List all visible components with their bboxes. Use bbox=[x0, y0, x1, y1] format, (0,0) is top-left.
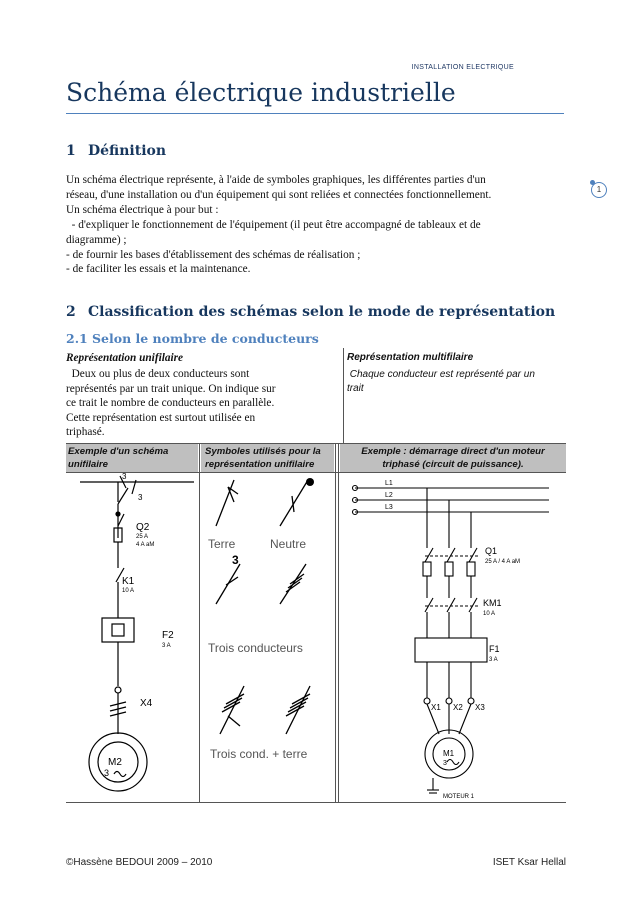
f2-rating: 3 A bbox=[162, 643, 171, 649]
definition-line: - de fournir les bases d'établissement des schémas de réalisation ; bbox=[66, 248, 361, 261]
footer-author: ©Hassène BEDOUI 2009 – 2010 bbox=[66, 857, 213, 868]
x4-label: X4 bbox=[140, 698, 153, 709]
m2-name: M2 bbox=[108, 757, 122, 768]
neutral-dot bbox=[306, 478, 314, 486]
table-bottom-border bbox=[66, 802, 566, 803]
three-conductors-label: Trois conducteurs bbox=[208, 641, 303, 655]
definition-line: - d'expliquer le fonctionnement de l'équipement (il peut être accompagné de tableaux et de bbox=[66, 218, 481, 231]
q1-rating: 25 A / 4 A aM bbox=[485, 559, 521, 565]
unifilaire-diagram bbox=[66, 472, 198, 802]
section-1-number: 1 bbox=[66, 143, 76, 159]
section-2-title: Classification des schémas selon le mode de représentation bbox=[88, 304, 556, 320]
unifilaire-line: représentés par un trait unique. On indique sur bbox=[66, 382, 276, 395]
page-number-badge: 1 bbox=[591, 182, 607, 198]
symbols-diagram bbox=[200, 472, 335, 802]
multifilaire-line: trait bbox=[347, 383, 364, 394]
unifilaire-line: ce trait le nombre de conducteurs en parallèle. bbox=[66, 397, 275, 410]
definition-line: diagramme) ; bbox=[66, 233, 127, 246]
title-underline bbox=[66, 113, 564, 114]
x1-label: X1 bbox=[431, 703, 441, 712]
section-2-1-title: Selon le nombre de conducteurs bbox=[92, 331, 319, 346]
f2-name: F2 bbox=[162, 630, 174, 641]
footer-institution: ISET Ksar Hellal bbox=[492, 857, 566, 868]
unifilaire-line: Deux ou plus de deux conducteurs sont bbox=[66, 368, 250, 380]
f1-rating: 3 A bbox=[489, 657, 498, 663]
l3-label: L3 bbox=[385, 504, 393, 511]
l2-label: L2 bbox=[385, 492, 393, 499]
km1-name: KM1 bbox=[483, 598, 502, 608]
m1-name: M1 bbox=[443, 749, 455, 758]
x3-label: X3 bbox=[475, 703, 485, 712]
l1-label: L1 bbox=[385, 480, 393, 487]
three-earth-symbol bbox=[220, 686, 310, 734]
km1-rating: 10 A bbox=[483, 611, 496, 617]
section-2-1-heading bbox=[66, 331, 319, 346]
col2-header-line: représentation unifilaire bbox=[205, 459, 315, 470]
m1-phase: 3 bbox=[443, 760, 447, 767]
section-2-heading bbox=[66, 304, 555, 320]
neutral-label: Neutre bbox=[270, 537, 307, 551]
branch-count-label: 3 bbox=[138, 493, 143, 502]
table-col-divider-2a bbox=[335, 443, 336, 802]
col3-header bbox=[340, 445, 566, 471]
running-header: INSTALLATION ELECTRIQUE bbox=[411, 64, 514, 71]
q1-name: Q1 bbox=[485, 546, 498, 556]
col2-header-line: Symboles utilisés pour la bbox=[205, 446, 321, 457]
top-count-label: 3 bbox=[122, 472, 127, 481]
col1-header-line: unifilaire bbox=[68, 459, 108, 470]
three-earth-label: Trois cond. + terre bbox=[210, 747, 308, 761]
col1-header bbox=[68, 445, 168, 471]
q2-name: Q2 bbox=[136, 522, 150, 533]
x4-terminal bbox=[115, 687, 121, 693]
definition-line: Un schéma électrique représente, à l'aide de symboles graphiques, les différentes parties d'un bbox=[66, 174, 486, 186]
unifilaire-description bbox=[66, 367, 342, 440]
multifilaire-line: Chaque conducteur est représenté par un bbox=[347, 369, 535, 380]
earth-label: Terre bbox=[208, 537, 236, 551]
definition-line: réseau, d'une installation ou d'un équipement qui sont reliées et connectées fonctionnellement. bbox=[66, 188, 492, 201]
unifilaire-line: Cette représentation est surtout utilisée en bbox=[66, 411, 256, 424]
motor-label: MOTEUR 1 bbox=[443, 794, 475, 800]
section-2-number: 2 bbox=[66, 304, 76, 320]
q2-rating-2: 4 A aM bbox=[136, 542, 155, 548]
q2-rating-1: 25 A bbox=[136, 534, 149, 540]
table-top-border bbox=[66, 443, 566, 444]
symbol-count-label: 3 bbox=[232, 553, 239, 567]
page-title: Schéma électrique industrielle bbox=[66, 78, 456, 107]
f1-relay bbox=[415, 638, 487, 662]
col3-header-line: triphasé (circuit de puissance). bbox=[382, 459, 524, 470]
unifilaire-line: triphasé. bbox=[66, 426, 105, 439]
earth-symbol bbox=[216, 480, 238, 526]
multifilaire-description bbox=[347, 368, 535, 396]
description-divider bbox=[343, 348, 344, 444]
section-2-1-number: 2.1 bbox=[66, 331, 88, 346]
x2-label: X2 bbox=[453, 703, 463, 712]
m2-phase: 3 bbox=[104, 768, 110, 778]
k1-rating: 10 A bbox=[122, 588, 135, 594]
definition-line: - de faciliter les essais et la maintenance. bbox=[66, 263, 251, 276]
definition-line: Un schéma électrique à pour but : bbox=[66, 203, 219, 216]
multifilaire-diagram bbox=[339, 472, 566, 802]
definition-paragraph bbox=[66, 173, 566, 277]
f1-name: F1 bbox=[489, 644, 500, 654]
section-1-heading bbox=[66, 143, 166, 159]
section-1-title: Définition bbox=[88, 143, 167, 159]
three-conductors-symbol bbox=[216, 564, 306, 604]
f2-relay bbox=[102, 618, 134, 642]
col2-header bbox=[205, 445, 321, 471]
neutral-symbol bbox=[280, 480, 308, 526]
col1-header-line: Exemple d'un schéma bbox=[68, 446, 169, 457]
col3-header-line: Exemple : démarrage direct d'un moteur bbox=[361, 446, 545, 457]
unifilaire-title: Représentation unifilaire bbox=[66, 352, 184, 364]
k1-name: K1 bbox=[122, 576, 135, 587]
multifilaire-title: Représentation multifilaire bbox=[347, 352, 474, 363]
